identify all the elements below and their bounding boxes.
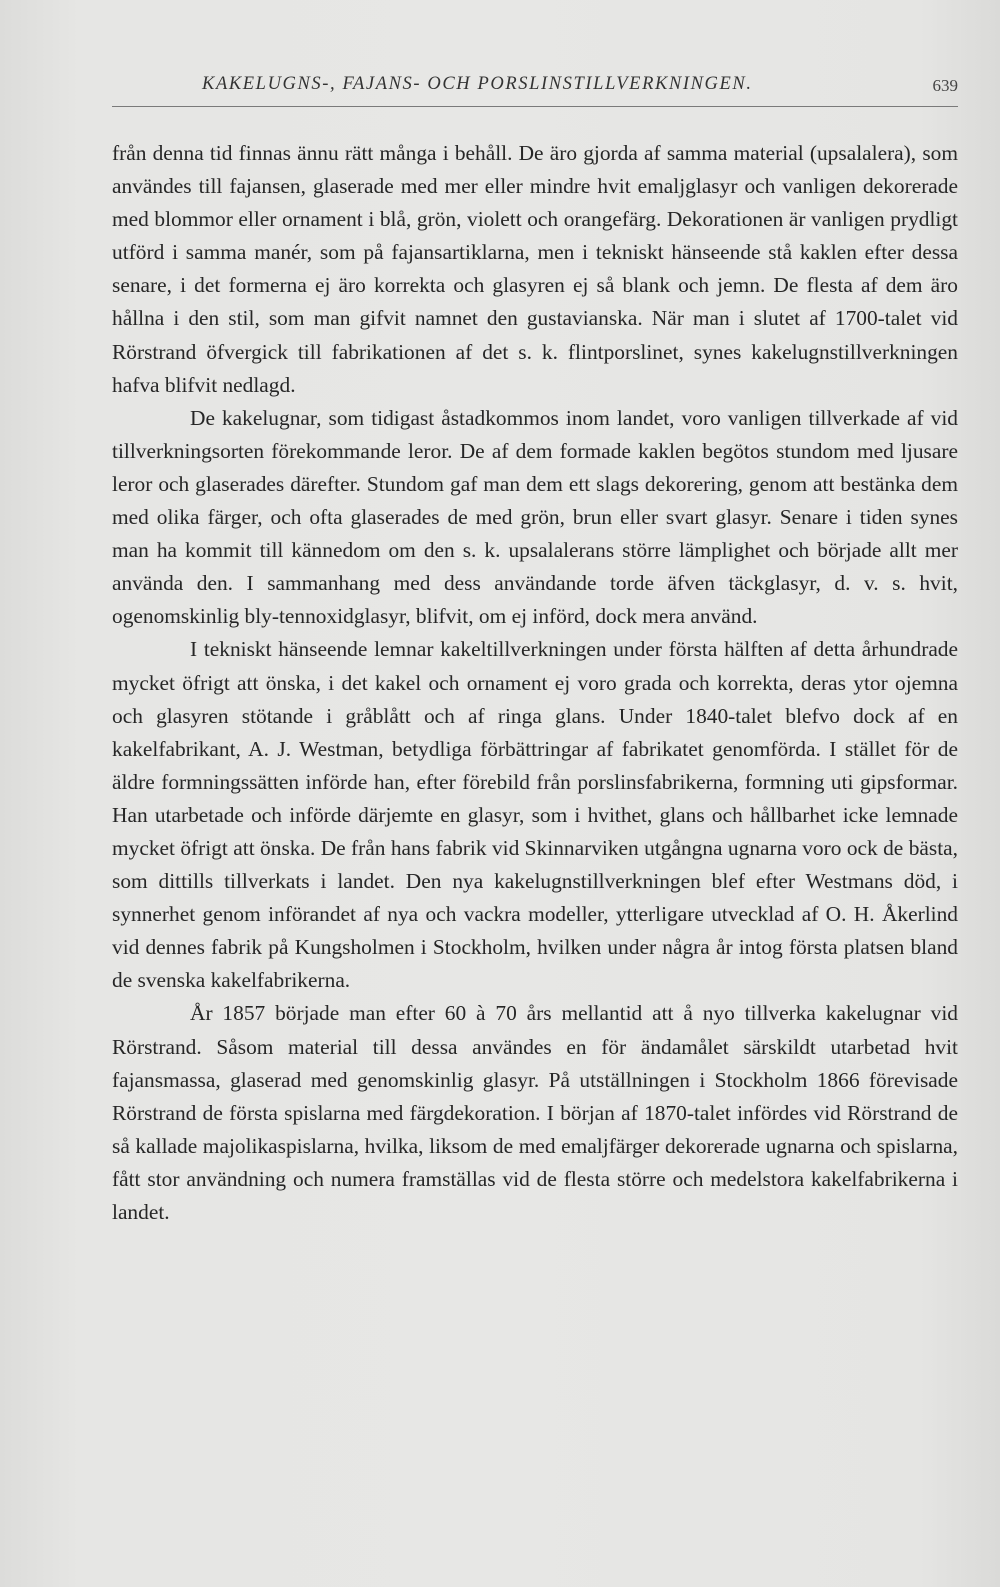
page-number: 639 [932, 76, 958, 95]
paragraph: År 1857 började man efter 60 à 70 års mellantid att å nyo tillverka kakelugnar vid Rörstrand. Såsom material till dessa användes en för ändamålet särskildt utarbetad hvit fajansmassa, glaserad med genomskinlig glasyr. På utställningen i Stockholm 1866 förevisade Rörstrand de första spislarna med färgdekoration. I början af 1870-talet infördes vid Rörstrand de så kallade majolikaspislarna, hvilka, liksom de med emaljfärger dekorerade ugnarna och spislarna, fått stor användning och numera framställas vid de flesta större och medelstora kakelfabrikerna i landet. [112, 1001, 958, 1224]
paragraph: I tekniskt hänseende lemnar kakeltillverkningen under första hälften af detta århundrade mycket öfrigt att önska, i det kakel och ornament ej voro grada och korrekta, deras ytor ojemna och glasyren stötande i gråblått och af ringa glans. Under 1840-talet blefvo dock af en kakelfabrikant, A. J. Westman, betydliga förbättringar af fabrikatet genomförda. I stället för de äldre formningssätten införde han, efter förebild från porslinsfabrikerna, formning uti gipsformar. Han utarbetade och införde därjemte en glasyr, som i hvithet, glans och hållbarhet icke lemnade mycket öfrigt att önska. De från hans fabrik vid Skinnarviken utgångna ugnarna voro ock de bästa, som dittills tillverkats i landet. Den nya kakelugnstillverkningen blef efter Westmans död, i synnerhet genom införandet af nya och vackra modeller, ytterligare utvecklad af O. H. Åkerlind vid dennes fabrik på Kungsholmen i Stockholm, hvilken under några år intog första platsen bland de svenska kakelfabrikerna. [112, 637, 958, 993]
paragraph-continuation: från denna tid finnas ännu rätt många i behåll. De äro gjorda af samma material (upsalalera), som användes till fajansen, glaserade med mer eller mindre hvit emaljglasyr och vanligen dekorerade med blommor eller ornament i blå, grön, violett och orangefärg. Dekorationen är vanligen prydligt utförd i samma manér, som på fajansartiklarna, men i tekniskt hänseende stå kaklen efter dessa senare, i det formerna ej äro korrekta och glasyren ej så blank och jemn. De flesta af dem äro hållna i den stil, som man gifvit namnet den gustavianska. När man i slutet af 1700-talet vid Rörstrand öfvergick till fabrikationen af det s. k. flintporslinet, synes kakelugnstillverkningen hafva blifvit nedlagd. [112, 141, 958, 397]
header-rule [112, 106, 958, 107]
running-head [112, 74, 958, 104]
body-text [112, 137, 958, 1229]
paragraph: De kakelugnar, som tidigast åstadkommos inom landet, voro vanligen tillverkade af vid tillverkningsorten förekommande leror. De af dem formade kaklen begötos stundom med ljusare leror och glaserades därefter. Stundom gaf man dem ett slags dekorering, genom att bestänka dem med olika färger, och ofta glaserades de med grön, brun eller svart glasyr. Senare i tiden synes man ha kommit till kännedom om den s. k. upsalalerans större lämplighet och började allt mer använda den. I sammanhang med dess användande torde äfven täckglasyr, d. v. s. hvit, ogenomskinlig bly-tennoxidglasyr, blifvit, om ej införd, dock mera använd. [112, 405, 958, 629]
running-title: KAKELUGNS-, FAJANS- OCH PORSLINSTILLVERKNINGEN. [202, 74, 753, 94]
